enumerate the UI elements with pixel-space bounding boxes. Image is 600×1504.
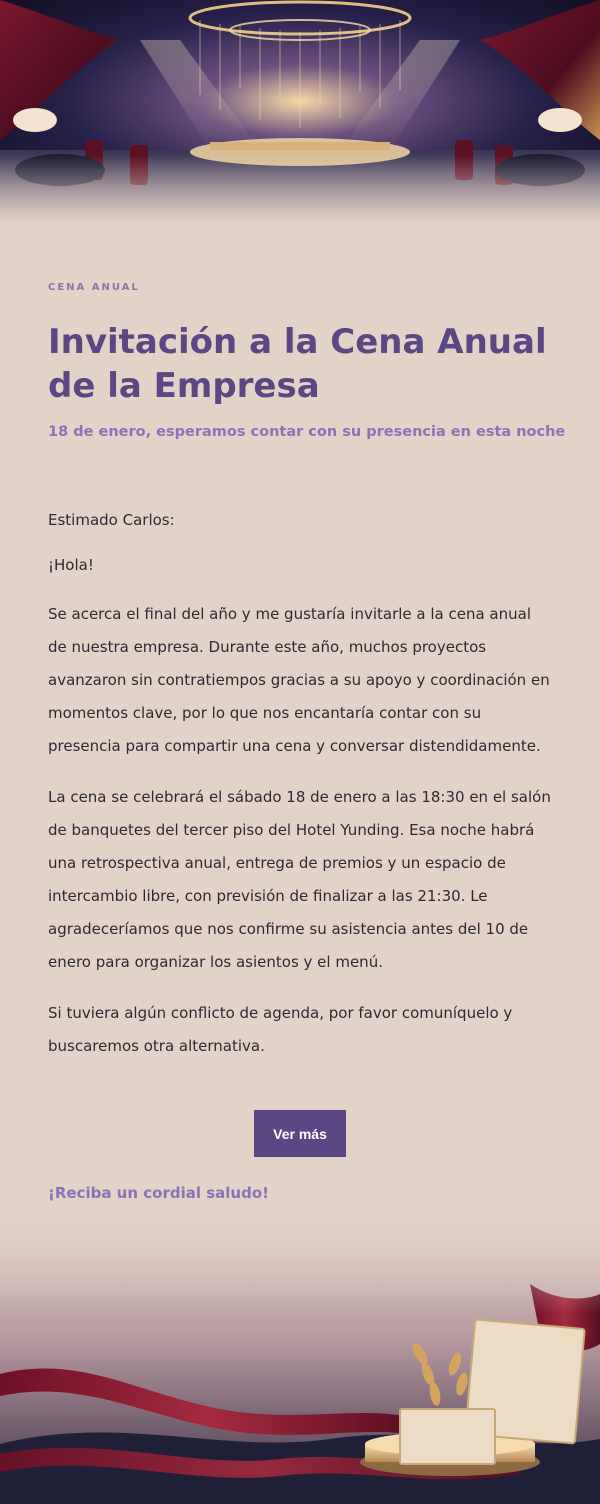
page-title: Invitación a la Cena Anual de la Empresa: [48, 322, 547, 406]
body-paragraph-2: La cena se celebrará el sábado 18 de enero a las 18:30 en el salón de banquetes del tercer piso del Hotel Yunding. Esa noche habrá una retrospectiva anual, entrega de premios y un espacio de intercambio libre, con previsión de finalizar a las 21:30. Le agradeceríamos que nos confirme su asistencia antes del 10 de enero para organizar los asientos y el menú.: [48, 788, 551, 971]
body-paragraph-1: Se acerca el final del año y me gustaría invitarle a la cena anual de nuestra empresa. Durante este año, muchos proyectos avanzaron sin contratiempos gracias a su apoyo y coordinación en momentos clave, por lo que nos encantaría contar con su presencia para compartir una cena y conversar distendidamente.: [48, 605, 550, 755]
banquet-hall-image: [0, 0, 600, 225]
eyebrow-label: CENA ANUAL: [48, 282, 140, 293]
subtitle: 18 de enero, esperamos contar con su presencia en esta noche: [48, 424, 566, 440]
ver-mas-button[interactable]: Ver más: [254, 1110, 346, 1157]
hero-fade: [0, 155, 600, 225]
body-paragraph-3: Si tuviera algún conflicto de agenda, por favor comuníquelo y buscaremos otra alternativa.: [48, 1004, 513, 1055]
award-podium-image: [0, 1204, 600, 1504]
hello-line: ¡Hola!: [48, 556, 94, 574]
greeting: Estimado Carlos:: [48, 511, 175, 529]
footer-fade: [0, 1204, 600, 1314]
closing-line: ¡Reciba un cordial saludo!: [48, 1184, 269, 1202]
